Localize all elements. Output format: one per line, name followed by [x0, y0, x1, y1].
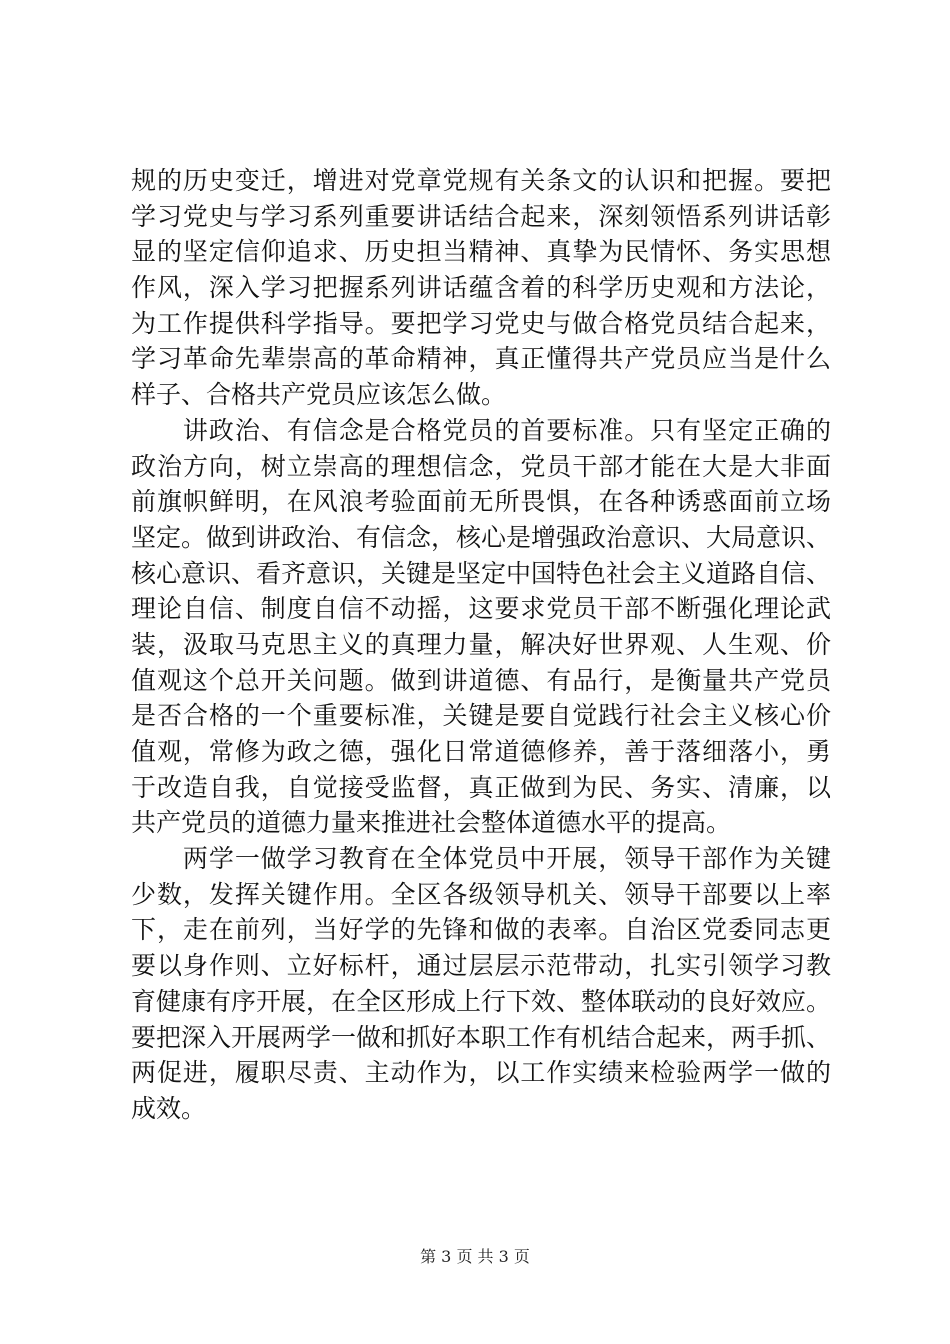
text-line: 显的坚定信仰追求、历史担当精神、真挚为民情怀、务实思想: [131, 237, 831, 267]
text-line: 共产党员的道德力量来推进社会整体道德水平的提高。: [131, 808, 732, 838]
text-line: 理论自信、制度自信不动摇，这要求党员干部不断强化理论武: [131, 594, 831, 624]
text-line: 少数，发挥关键作用。全区各级领导机关、领导干部要以上率: [131, 879, 831, 909]
text-line: 下，走在前列，当好学的先锋和做的表率。自治区党委同志更: [131, 915, 831, 945]
text-line: 前旗帜鲜明，在风浪考验面前无所畏惧，在各种诱惑面前立场: [131, 487, 831, 517]
text-line: 成效。: [131, 1093, 207, 1123]
text-line: 规的历史变迁，增进对党章党规有关条文的认识和把握。要把: [131, 166, 831, 195]
text-line: 为工作提供科学指导。要把学习党史与做合格党员结合起来，: [131, 308, 831, 338]
text-line: 装，汲取马克思主义的真理力量，解决好世界观、人生观、价: [131, 629, 831, 659]
text-line: 值观，常修为政之德，强化日常道德修养，善于落细落小，勇: [131, 737, 831, 766]
text-line: 核心意识、看齐意识，关键是坚定中国特色社会主义道路自信、: [131, 558, 832, 588]
text-line: 要以身作则、立好标杆，通过层层示范带动，扎实引领学习教: [131, 951, 831, 981]
text-line: 政治方向，树立崇高的理想信念，党员干部才能在大是大非面: [131, 451, 831, 481]
text-line: 学习革命先辈崇高的革命精神，真正懂得共产党员应当是什么: [131, 344, 831, 374]
text-line: 坚定。做到讲政治、有信念，核心是增强政治意识、大局意识、: [131, 522, 832, 552]
text-line: 两学一做学习教育在全体党员中开展，领导干部作为关键: [131, 844, 831, 874]
page-footer: 第 3 页 共 3 页: [420, 1247, 530, 1266]
text-line: 两促进，履职尽责、主动作为，以工作实绩来检验两学一做的: [131, 1058, 831, 1088]
text-line: 值观这个总开关问题。做到讲道德、有品行，是衡量共产党员: [131, 665, 831, 695]
text-line: 于改造自我，自觉接受监督，真正做到为民、务实、清廉，以: [131, 772, 831, 802]
document-body: [131, 163, 831, 1127]
text-line: 要把深入开展两学一做和抓好本职工作有机结合起来，两手抓、: [131, 1022, 832, 1052]
text-line: 作风，深入学习把握系列讲话蕴含着的科学历史观和方法论，: [131, 273, 831, 303]
text-line: 是否合格的一个重要标准，关键是要自觉践行社会主义核心价: [131, 701, 831, 731]
text-line: 学习党史与学习系列重要讲话结合起来，深刻领悟系列讲话彰: [131, 201, 831, 231]
text-line: 讲政治、有信念是合格党员的首要标准。只有坚定正确的: [131, 415, 831, 445]
text-line: 育健康有序开展，在全区形成上行下效、整体联动的良好效应。: [131, 986, 832, 1016]
text-line: 样子、合格共产党员应该怎么做。: [131, 380, 507, 410]
